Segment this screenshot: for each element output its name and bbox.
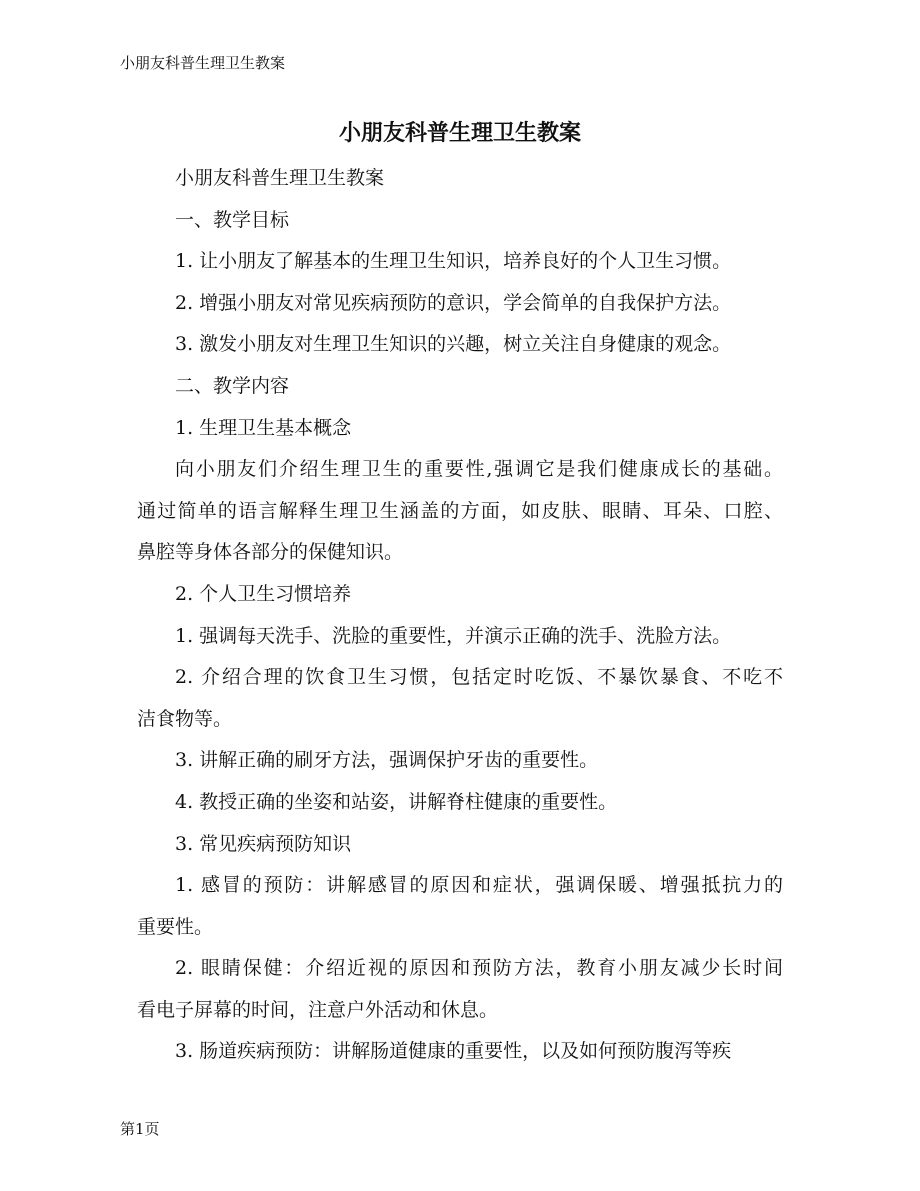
paragraph-line: 2. 介绍合理的饮食卫生习惯，包括定时吃饭、不暴饮暴食、不吃不 (175, 666, 783, 689)
paragraph-line: 二、教学内容 (175, 374, 290, 397)
paragraph-line: 3. 讲解正确的刷牙方法，强调保护牙齿的重要性。 (175, 749, 599, 772)
paragraph-line: 1. 强调每天洗手、洗脸的重要性，并演示正确的洗手、洗脸方法。 (175, 624, 732, 647)
paragraph-line: 洁食物等。 (137, 707, 233, 730)
paragraph-line: 1. 让小朋友了解基本的生理卫生知识，培养良好的个人卫生习惯。 (175, 250, 732, 273)
document-title: 小朋友科普生理卫生教案 (338, 120, 581, 146)
paragraph-line: 1. 感冒的预防：讲解感冒的原因和症状，强调保暖、增强抵抗力的 (175, 874, 783, 897)
paragraph-line: 4. 教授正确的坐姿和站姿，讲解脊柱健康的重要性。 (175, 790, 618, 813)
page-number: 第1页 (120, 1120, 160, 1138)
paragraph-line: 小朋友科普生理卫生教案 (175, 167, 385, 189)
paragraph-line: 2. 增强小朋友对常见疾病预防的意识，学会简单的自我保护方法。 (175, 291, 732, 314)
paragraph-line: 向小朋友们介绍生理卫生的重要性,强调它是我们健康成长的基础。 (175, 458, 783, 481)
paragraph-line: 1. 生理卫生基本概念 (175, 416, 352, 439)
paragraph-line: 3. 常见疾病预防知识 (175, 832, 352, 855)
document-body (137, 164, 783, 1079)
paragraph-line: 通过简单的语言解释生理卫生涵盖的方面，如皮肤、眼睛、耳朵、口腔、 (137, 499, 783, 522)
running-header: 小朋友科普生理卫生教案 (120, 54, 286, 72)
paragraph-line: 2. 个人卫生习惯培养 (175, 582, 352, 605)
paragraph-line: 3. 激发小朋友对生理卫生知识的兴趣，树立关注自身健康的观念。 (175, 333, 732, 356)
paragraph-line: 看电子屏幕的时间，注意户外活动和休息。 (137, 998, 499, 1021)
paragraph-line: 3. 肠道疾病预防：讲解肠道健康的重要性，以及如何预防腹泻等疾 (175, 1040, 732, 1063)
paragraph-line: 重要性。 (137, 915, 214, 938)
paragraph-line: 一、教学目标 (175, 208, 290, 231)
paragraph-line: 鼻腔等身体各部分的保健知识。 (137, 541, 404, 564)
paragraph-line: 2. 眼睛保健：介绍近视的原因和预防方法，教育小朋友减少长时间 (175, 957, 783, 980)
